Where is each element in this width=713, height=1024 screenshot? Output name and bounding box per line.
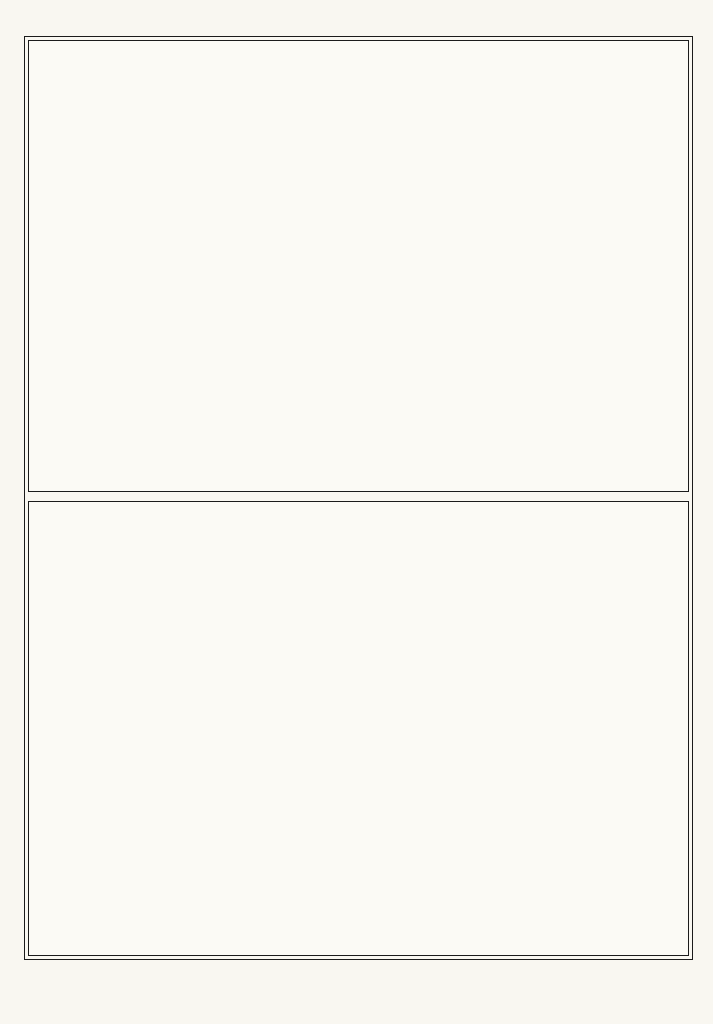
roster-tables [28,40,689,956]
roster-table-top [28,40,689,492]
roster-table-bottom [28,501,689,956]
